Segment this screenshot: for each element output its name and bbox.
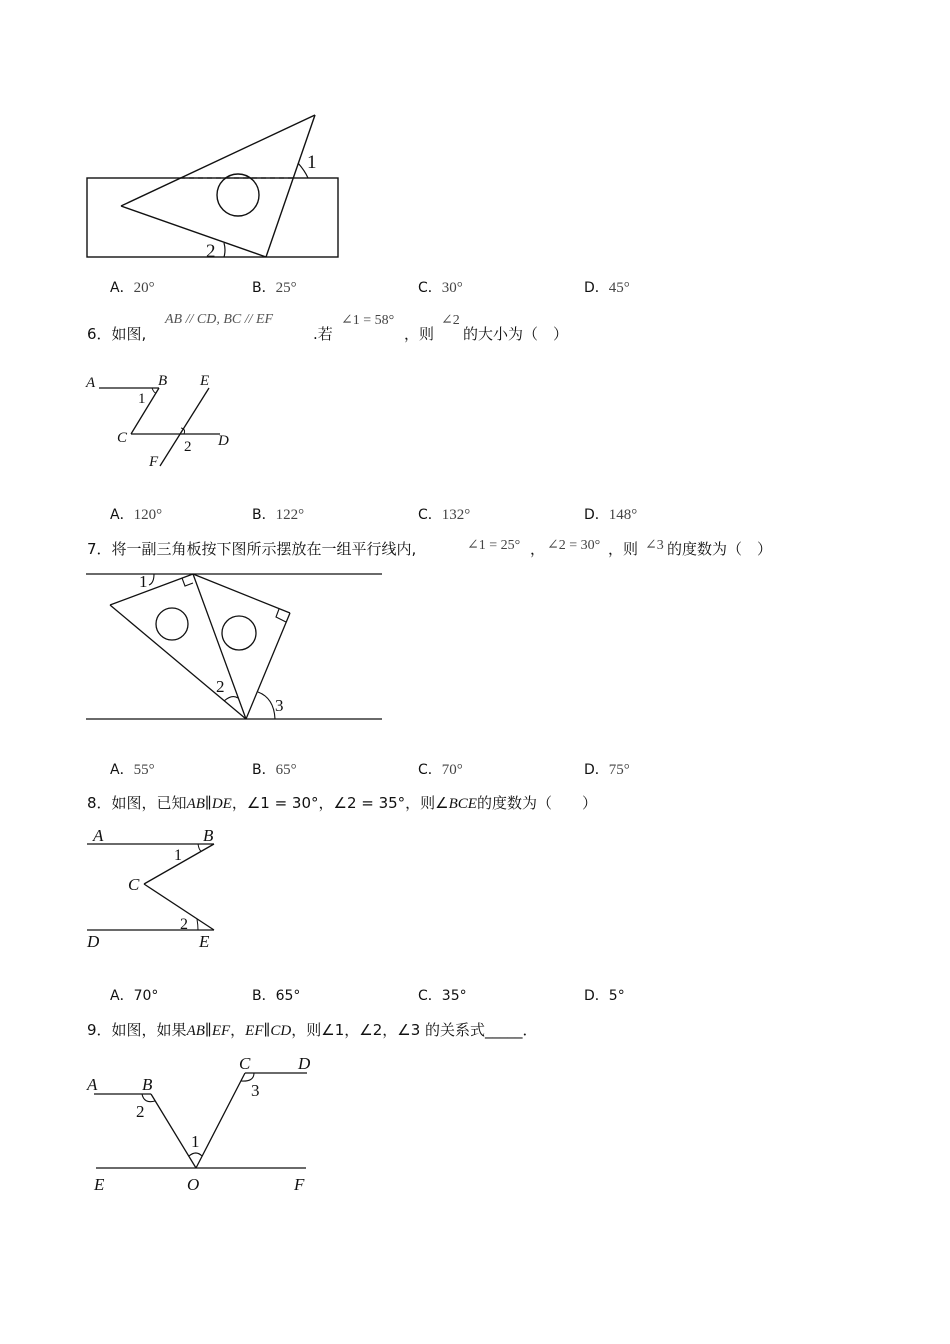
- q9-text-suffix: ，则∠1，∠2，∠3 的关系式: [291, 1021, 486, 1039]
- q9-sep: ，: [230, 1021, 246, 1039]
- q9-cond1: AB∥EF: [186, 1023, 231, 1039]
- q6-condition: AB // CD, BC // EF: [165, 312, 274, 327]
- q6-text-suffix: 的大小为（ ）: [463, 325, 569, 343]
- option-value: 120°: [133, 507, 163, 523]
- right-triangle-edge-1: [193, 574, 290, 613]
- q9-label-a: A: [87, 1075, 98, 1094]
- q5-option-b[interactable]: [252, 278, 297, 298]
- q7-figure: [82, 566, 392, 728]
- q6-option-a[interactable]: [110, 505, 162, 525]
- angle2-arc: [197, 919, 198, 930]
- q6-label-1: 1: [138, 391, 146, 407]
- q8-text-prefix: 如图，已知: [111, 794, 187, 812]
- q5-option-d[interactable]: [584, 278, 630, 298]
- angle3-arc: [258, 692, 275, 719]
- q6-given: ∠1 = 58°: [341, 313, 395, 328]
- left-triangle-hole: [156, 608, 188, 640]
- q7-option-b[interactable]: [252, 760, 297, 780]
- q7-label-3: 3: [275, 696, 284, 715]
- triangle-edge-bottom: [121, 206, 266, 257]
- q6-option-d[interactable]: [584, 505, 637, 525]
- q7-text-suffix: 的度数为（ ）: [667, 540, 773, 558]
- option-letter: C．: [418, 507, 442, 523]
- q9-cond2: EF∥CD: [245, 1023, 292, 1039]
- right-triangle-hole: [222, 616, 256, 650]
- q6-option-b[interactable]: [252, 505, 304, 525]
- q7-stem: [87, 539, 416, 559]
- q7-option-d[interactable]: [584, 760, 630, 780]
- q6-stem: [87, 324, 146, 344]
- q9-text-prefix: 如图，如果: [111, 1021, 187, 1039]
- q9-label-1: 1: [191, 1132, 200, 1151]
- q8-option-d[interactable]: [584, 986, 625, 1006]
- option-value: 132°: [441, 507, 471, 523]
- right-angle-mark-top: [182, 578, 193, 586]
- angle1-arc: [189, 1153, 202, 1156]
- q8-figure: [84, 822, 224, 952]
- q7-label-1: 1: [139, 572, 148, 591]
- q7-number: 7．: [87, 540, 112, 558]
- option-letter: B．: [252, 988, 276, 1004]
- q9-label-2: 2: [136, 1102, 145, 1121]
- triangle-edge-left: [121, 115, 315, 206]
- q6-label-b: B: [158, 373, 168, 389]
- angle2-arc: [224, 697, 238, 701]
- option-letter: C．: [418, 988, 442, 1004]
- q5-option-c[interactable]: [418, 278, 463, 298]
- q7-option-a[interactable]: [110, 760, 155, 780]
- q8-option-a[interactable]: [110, 986, 158, 1006]
- left-triangle-edge-1: [110, 574, 193, 605]
- option-value: 70°: [133, 988, 159, 1004]
- q8-number: 8．: [87, 794, 112, 812]
- option-value: 20°: [133, 280, 155, 296]
- q5-label-2: 2: [206, 241, 216, 262]
- option-letter: C．: [418, 762, 442, 778]
- q5-label-1: 1: [307, 152, 317, 173]
- option-value: 45°: [608, 280, 630, 296]
- q8-condition: AB∥DE: [186, 796, 232, 812]
- line-ce: [144, 884, 214, 930]
- angle1-arc: [149, 574, 154, 585]
- q8-label-d: D: [87, 932, 100, 951]
- option-value: 25°: [275, 280, 297, 296]
- option-value: 5°: [608, 988, 625, 1004]
- option-letter: A．: [110, 988, 134, 1004]
- option-letter: A．: [110, 507, 134, 523]
- q7-unknown: ∠3: [645, 538, 664, 553]
- q6-label-f: F: [149, 454, 159, 470]
- q8-option-b[interactable]: [252, 986, 300, 1006]
- q7-sep: ，: [530, 540, 546, 558]
- option-letter: C．: [418, 280, 442, 296]
- q6-label-d: D: [218, 433, 229, 449]
- q8-label-b: B: [203, 826, 214, 845]
- q6-option-c[interactable]: [418, 505, 470, 525]
- q6-label-2: 2: [184, 439, 192, 455]
- option-value: 70°: [441, 762, 463, 778]
- option-value: 148°: [608, 507, 638, 523]
- q8-option-c[interactable]: [418, 986, 467, 1006]
- option-letter: D．: [584, 988, 609, 1004]
- option-value: 65°: [275, 762, 297, 778]
- q9-label-o: O: [187, 1175, 200, 1194]
- q8-label-1: 1: [174, 847, 182, 864]
- option-letter: D．: [584, 762, 609, 778]
- q9-figure: [84, 1050, 324, 1200]
- angle2-arc: [224, 243, 225, 257]
- option-letter: A．: [110, 280, 134, 296]
- q7-given2: ∠2 = 30°: [547, 538, 601, 553]
- option-letter: D．: [584, 507, 609, 523]
- option-value: 75°: [608, 762, 630, 778]
- q8-text-given: ，∠1 = 30°，∠2 = 35°，则∠: [231, 794, 449, 812]
- q6-text-prefix: 如图,: [111, 325, 147, 343]
- q9-label-b: B: [142, 1075, 153, 1094]
- q8-text-suffix: 的度数为（ ）: [476, 794, 597, 812]
- option-value: 55°: [133, 762, 155, 778]
- q6-text-if: .若: [313, 325, 333, 343]
- q7-label-2: 2: [216, 677, 225, 696]
- angle1-arc: [152, 388, 156, 393]
- q6-label-c: C: [117, 430, 128, 446]
- q7-text-then: ，则: [608, 540, 639, 558]
- triangle-hole: [217, 174, 259, 216]
- q9-label-d: D: [298, 1054, 311, 1073]
- q8-label-a: A: [93, 826, 104, 845]
- q9-answer-blank[interactable]: _____: [485, 1021, 523, 1039]
- option-value: 30°: [441, 280, 463, 296]
- option-value: 65°: [275, 988, 301, 1004]
- q5-figure: [80, 105, 350, 265]
- q5-option-a[interactable]: [110, 278, 155, 298]
- q9-stem: [87, 1020, 538, 1041]
- angle1-arc: [198, 844, 201, 851]
- q9-label-3: 3: [251, 1081, 260, 1100]
- q8-label-c: C: [128, 875, 140, 894]
- q6-label-a: A: [86, 375, 96, 391]
- q7-given1: ∠1 = 25°: [467, 538, 521, 553]
- q6-text-then: ，则: [404, 325, 435, 343]
- q7-text-prefix: 将一副三角板按下图所示摆放在一组平行线内,: [111, 540, 417, 558]
- line-bo: [151, 1094, 196, 1168]
- triangle-edge-right: [266, 115, 315, 257]
- q6-number: 6．: [87, 325, 112, 343]
- q8-label-e: E: [199, 932, 210, 951]
- q8-target: BCE: [448, 796, 477, 812]
- q6-label-e: E: [200, 373, 210, 389]
- line-oc: [196, 1073, 245, 1168]
- q8-stem: [87, 793, 597, 814]
- option-value: 122°: [275, 507, 305, 523]
- option-letter: B．: [252, 762, 276, 778]
- option-letter: A．: [110, 762, 134, 778]
- q9-number: 9．: [87, 1021, 112, 1039]
- q7-option-c[interactable]: [418, 760, 463, 780]
- option-letter: D．: [584, 280, 609, 296]
- option-letter: B．: [252, 507, 276, 523]
- q9-label-c: C: [239, 1054, 251, 1073]
- option-value: 35°: [441, 988, 467, 1004]
- q6-unknown: ∠2: [441, 313, 460, 328]
- option-letter: B．: [252, 280, 276, 296]
- q9-label-f: F: [294, 1175, 305, 1194]
- q9-end: ．: [522, 1021, 538, 1039]
- q6-figure: [82, 368, 242, 478]
- q8-label-2: 2: [180, 916, 188, 933]
- q9-label-e: E: [94, 1175, 105, 1194]
